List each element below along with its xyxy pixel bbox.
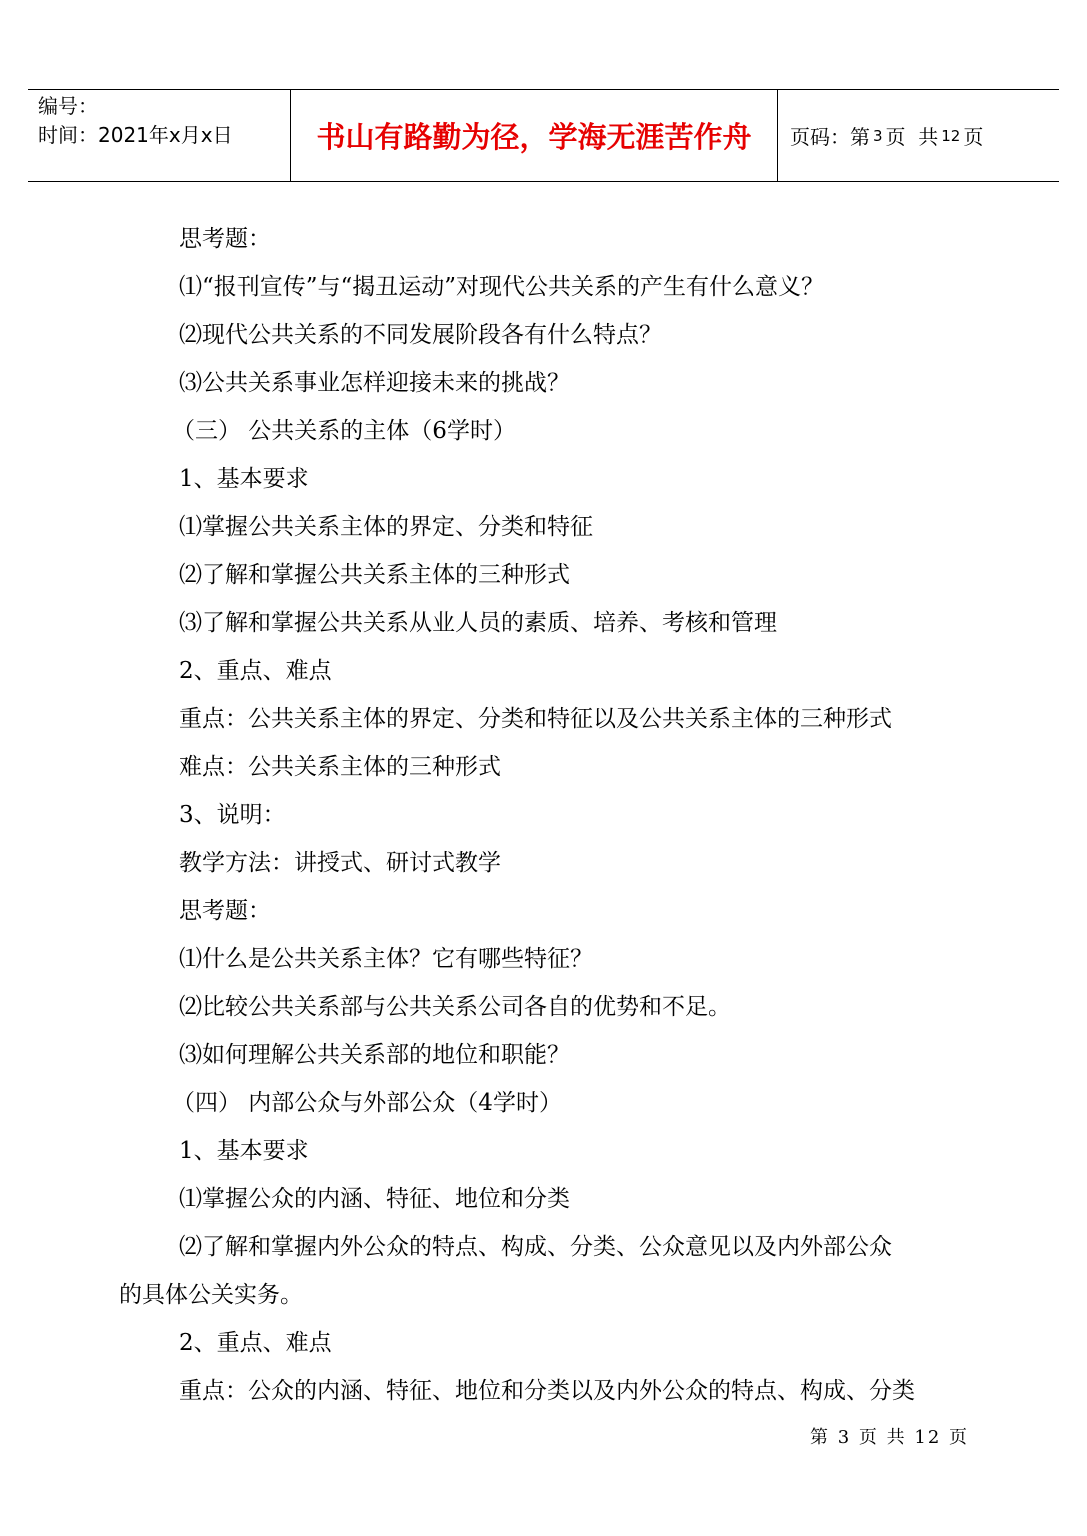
page-suffix: 页 <box>963 125 984 149</box>
text-line: ⑴“报刊宣传”与“揭丑运动”对现代公共关系的产生有什么意义？ <box>179 274 825 300</box>
text-line: 1、基本要求 <box>179 466 309 492</box>
text-line: 的具体公关实务。 <box>119 1282 303 1308</box>
text-line: 思考题： <box>179 226 271 252</box>
text-line: 重点：公众的内涵、特征、地位和分类以及内外公众的特点、构成、分类 <box>179 1378 915 1404</box>
text-line: ⑶如何理解公共关系部的地位和职能？ <box>179 1042 570 1068</box>
text-line: （三） 公共关系的主体（6学时） <box>172 418 516 444</box>
text-line: 2、重点、难点 <box>179 1330 332 1356</box>
text-line: 3、说明： <box>179 802 286 828</box>
text-line: （四） 内部公众与外部公众（4学时） <box>172 1090 562 1116</box>
header-page-number <box>778 90 1059 181</box>
text-line: ⑵了解和掌握公共关系主体的三种形式 <box>179 562 570 588</box>
text-line: 重点：公共关系主体的界定、分类和特征以及公共关系主体的三种形式 <box>179 706 892 732</box>
page-prefix: 页码：第 <box>790 125 870 149</box>
text-line: 教学方法：讲授式、研讨式教学 <box>179 850 501 876</box>
text-line: 2、重点、难点 <box>179 658 332 684</box>
page-mid: 页 共 <box>885 125 939 149</box>
time-label: 时间：2021年x月x日 <box>38 123 233 147</box>
text-line: ⑵现代公共关系的不同发展阶段各有什么特点？ <box>179 322 662 348</box>
serial-label: 编号： <box>38 94 98 118</box>
text-line: ⑵比较公共关系部与公共关系公司各自的优势和不足。 <box>179 994 731 1020</box>
page-header <box>28 89 1059 182</box>
text-line: 1、基本要求 <box>179 1138 309 1164</box>
document-body <box>0 215 1087 1415</box>
text-line: 思考题： <box>179 898 271 924</box>
text-line: ⑴掌握公众的内涵、特征、地位和分类 <box>179 1186 570 1212</box>
header-motto: 书山有路勤为径，学海无涯苦作舟 <box>291 90 778 181</box>
text-line: ⑵了解和掌握内外公众的特点、构成、分类、公众意见以及内外部公众 <box>179 1234 892 1260</box>
text-line: 难点：公共关系主体的三种形式 <box>179 754 501 780</box>
page-current: 3 <box>873 126 883 145</box>
header-meta <box>28 90 291 181</box>
page-footer: 第 3 页 共 12 页 <box>810 1427 969 1448</box>
text-line: ⑴什么是公共关系主体？它有哪些特征？ <box>179 946 593 972</box>
text-line: ⑴掌握公共关系主体的界定、分类和特征 <box>179 514 593 540</box>
page-total: 12 <box>941 126 961 145</box>
text-line: ⑶了解和掌握公共关系从业人员的素质、培养、考核和管理 <box>179 610 777 636</box>
text-line: ⑶公共关系事业怎样迎接未来的挑战？ <box>179 370 570 396</box>
